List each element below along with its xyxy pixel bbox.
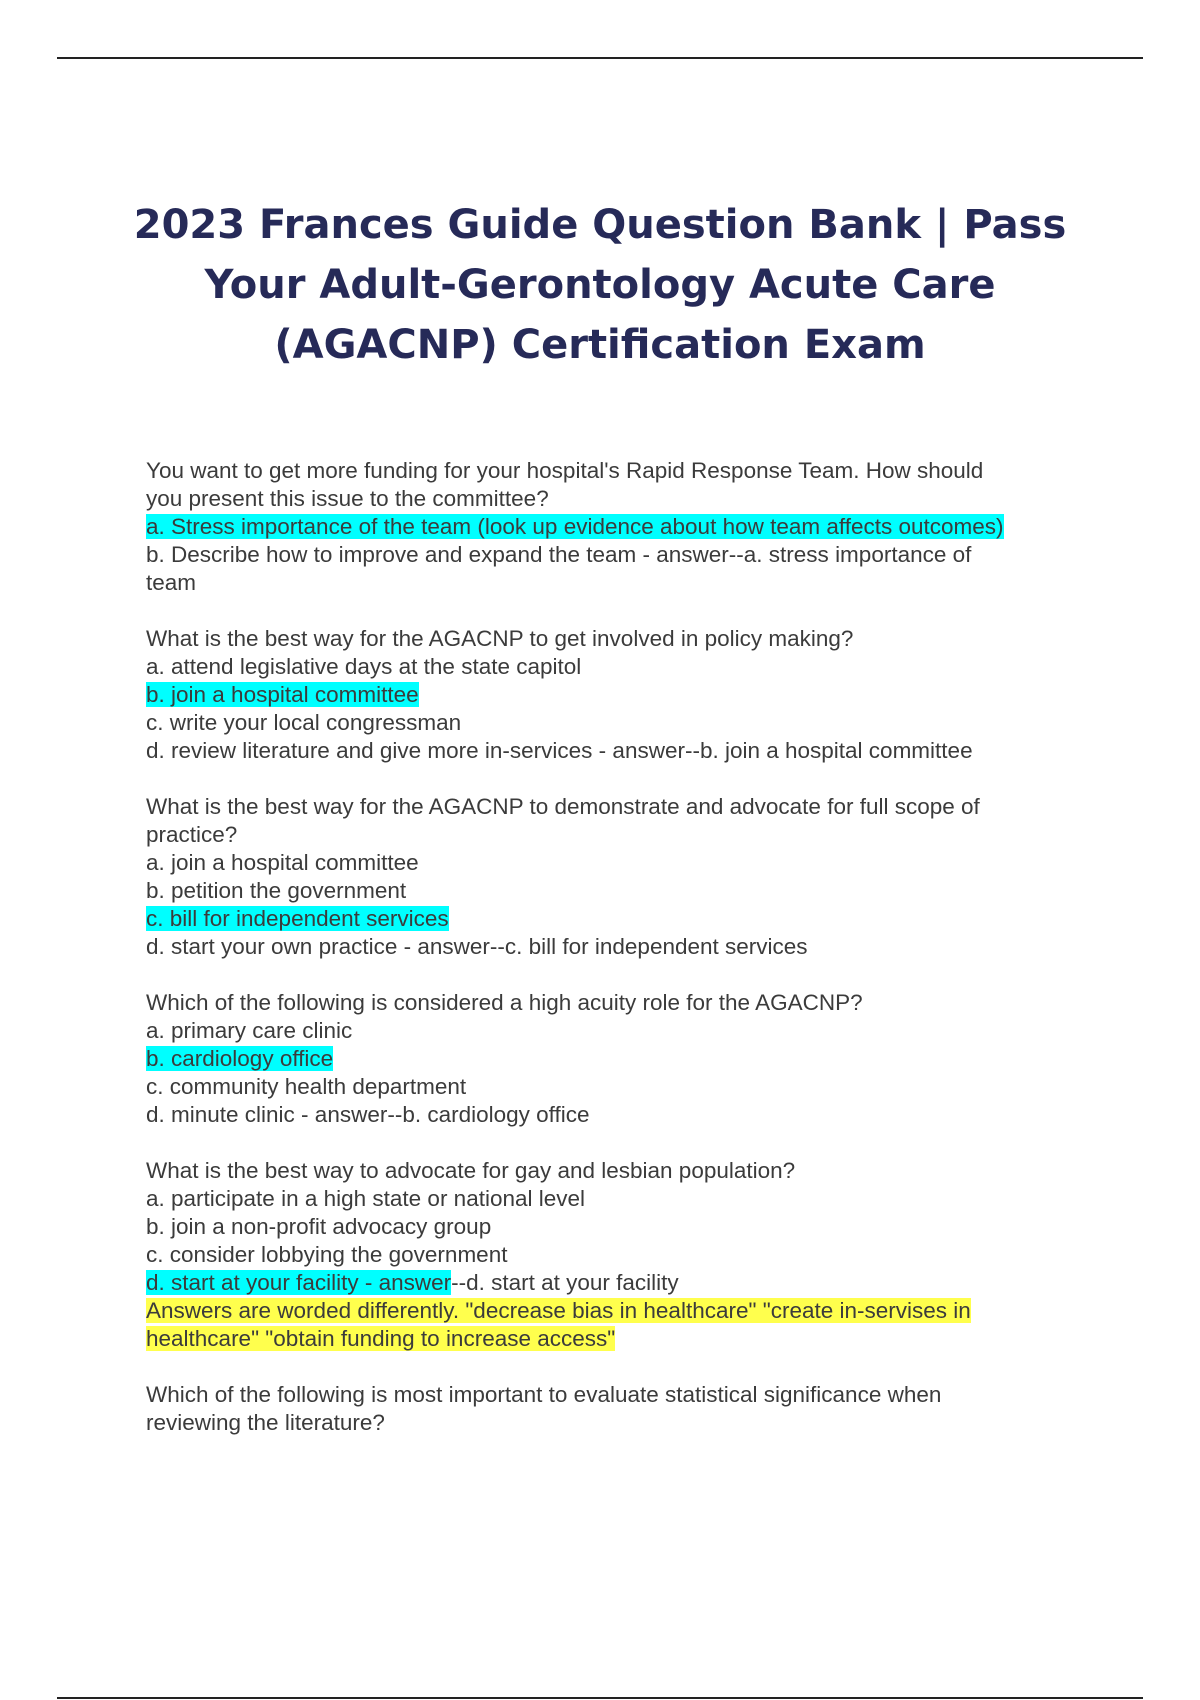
question-block — [146, 1157, 1106, 1353]
answer-option — [146, 933, 1106, 961]
highlighted-answer: b. cardiology office — [146, 1046, 334, 1071]
question-stem: Which of the following is considered a high acuity role for the AGACNP? — [146, 990, 863, 1015]
option-text: d. start your own practice - answer--c. bill for independent services — [146, 934, 808, 959]
option-text: a. participate in a high state or national level — [146, 1186, 586, 1211]
answer-option — [146, 877, 1106, 905]
answer-note — [146, 1297, 1106, 1325]
option-text: b. join a non-profit advocacy group — [146, 1214, 492, 1239]
answer-option — [146, 1185, 1106, 1213]
answer-option — [146, 1241, 1106, 1269]
question-block — [146, 793, 1106, 961]
bottom-rule — [57, 1697, 1143, 1699]
answer-option — [146, 1213, 1106, 1241]
option-text: a. primary care clinic — [146, 1018, 353, 1043]
note-highlight: healthcare" "obtain funding to increase access" — [146, 1326, 616, 1351]
answer-option — [146, 709, 1106, 737]
answer-option — [146, 681, 1106, 709]
option-text: a. attend legislative days at the state capitol — [146, 654, 582, 679]
document-title — [100, 195, 1100, 375]
highlighted-answer: c. bill for independent services — [146, 906, 449, 931]
answer-note — [146, 1325, 1106, 1353]
question-stem: What is the best way for the AGACNP to demonstrate and advocate for full scope of — [146, 794, 980, 819]
question-list — [146, 457, 1106, 1465]
answer-option — [146, 1269, 1106, 1297]
option-text: b. petition the government — [146, 878, 407, 903]
title-line: 2023 Frances Guide Question Bank | Pass — [133, 202, 1067, 248]
option-text: c. write your local congressman — [146, 710, 462, 735]
question-stem: You want to get more funding for your hospital's Rapid Response Team. How should — [146, 458, 984, 483]
highlighted-answer: b. join a hospital committee — [146, 682, 419, 707]
answer-option — [146, 653, 1106, 681]
question-stem: What is the best way to advocate for gay and lesbian population? — [146, 1158, 796, 1183]
highlighted-answer: a. Stress importance of the team (look up evidence about how team affects outcomes) — [146, 514, 1004, 539]
answer-option — [146, 541, 1106, 569]
answer-option — [146, 513, 1106, 541]
option-text: b. Describe how to improve and expand the team - answer--a. stress importance of — [146, 542, 972, 567]
top-rule — [57, 57, 1143, 59]
option-text: d. review literature and give more in-services - answer--b. join a hospital committee — [146, 738, 973, 763]
note-highlight: Answers are worded differently. "decrease bias in healthcare" "create in-servises in — [146, 1298, 971, 1323]
answer-option — [146, 1073, 1106, 1101]
question-stem: Which of the following is most important to evaluate statistical significance when — [146, 1382, 942, 1407]
question-stem: reviewing the literature? — [146, 1410, 385, 1435]
option-text: --d. start at your facility — [451, 1270, 679, 1295]
option-text: c. consider lobbying the government — [146, 1242, 508, 1267]
question-block — [146, 989, 1106, 1129]
answer-option — [146, 737, 1106, 765]
highlighted-answer: d. start at your facility - answer — [146, 1270, 452, 1295]
answer-option — [146, 569, 1106, 597]
question-stem: you present this issue to the committee? — [146, 486, 549, 511]
option-text: a. join a hospital committee — [146, 850, 419, 875]
question-stem: practice? — [146, 822, 238, 847]
answer-option — [146, 1101, 1106, 1129]
question-block — [146, 625, 1106, 765]
title-line: (AGACNP) Certification Exam — [274, 322, 926, 368]
option-text: d. minute clinic - answer--b. cardiology office — [146, 1102, 590, 1127]
answer-option — [146, 1045, 1106, 1073]
answer-option — [146, 905, 1106, 933]
title-line: Your Adult-Gerontology Acute Care — [204, 262, 996, 308]
option-text: c. community health department — [146, 1074, 467, 1099]
question-block — [146, 1381, 1106, 1437]
option-text: team — [146, 570, 197, 595]
question-block — [146, 457, 1106, 597]
answer-option — [146, 849, 1106, 877]
answer-option — [146, 1017, 1106, 1045]
question-stem: What is the best way for the AGACNP to get involved in policy making? — [146, 626, 854, 651]
